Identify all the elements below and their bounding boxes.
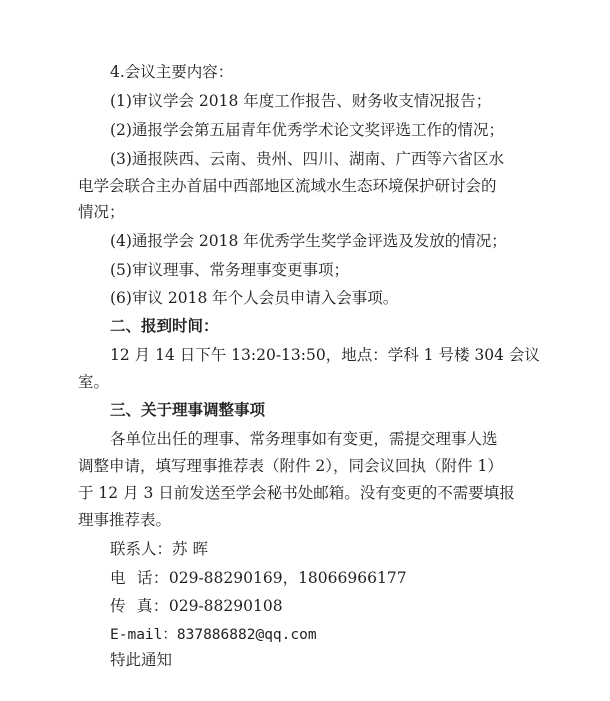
- agenda-item-3-line-1: (3)通报陕西、云南、贵州、四川、湖南、广西等六省区水: [110, 150, 504, 168]
- council-line-1: 各单位出任的理事、常务理事如有变更，需提交理事人选: [110, 430, 498, 448]
- agenda-item-1: (1)审议学会 2018 年度工作报告、财务收支情况报告；: [110, 92, 492, 110]
- contact-phone-label: 电 话：: [110, 569, 169, 587]
- council-line-2: 调整申请，填写理事推荐表（附件 2），同会议回执（附件 1）: [78, 457, 503, 475]
- contact-fax: [110, 596, 283, 616]
- agenda-title: 4.会议主要内容：: [110, 63, 234, 81]
- contact-email-value: 837886882@qq.com: [176, 627, 317, 643]
- council-heading: 三、关于理事调整事项: [110, 401, 266, 419]
- contact-phone: [110, 568, 407, 588]
- contact-person: [110, 539, 208, 559]
- registration-heading: 二、报到时间：: [110, 317, 219, 335]
- contact-phone-value: 029-88290169，18066966177: [168, 569, 407, 587]
- contact-fax-label: 传 真：: [110, 597, 169, 615]
- council-line-4: 理事推荐表。: [78, 511, 172, 529]
- agenda-item-2: (2)通报学会第五届青年优秀学术论文奖评选工作的情况；: [110, 121, 504, 139]
- registration-line-2: 室。: [78, 373, 110, 391]
- closing-text: 特此通知: [110, 651, 173, 669]
- council-line-3: 于 12 月 3 日前发送至学会秘书处邮箱。没有变更的不需要填报: [78, 484, 515, 502]
- registration-line-1: 12 月 14 日下午 13:20-13:50，地点：学科 1 号楼 304 会议: [110, 346, 540, 364]
- contact-email: [110, 624, 317, 645]
- contact-person-name: 苏 晖: [172, 540, 208, 558]
- agenda-item-4: (4)通报学会 2018 年优秀学生奖学金评选及发放的情况；: [110, 232, 507, 250]
- contact-person-label: 联系人：: [110, 540, 173, 558]
- contact-fax-value: 029-88290108: [168, 597, 283, 615]
- agenda-item-3-line-3: 情况；: [78, 203, 125, 221]
- agenda-item-6: (6)审议 2018 年个人会员申请入会事项。: [110, 289, 399, 307]
- agenda-item-3-line-2: 电学会联合主办首届中西部地区流域水生态环境保护研讨会的: [78, 177, 497, 195]
- contact-email-label: E-mail：: [110, 627, 177, 643]
- agenda-item-5: (5)审议理事、常务理事变更事项；: [110, 261, 349, 279]
